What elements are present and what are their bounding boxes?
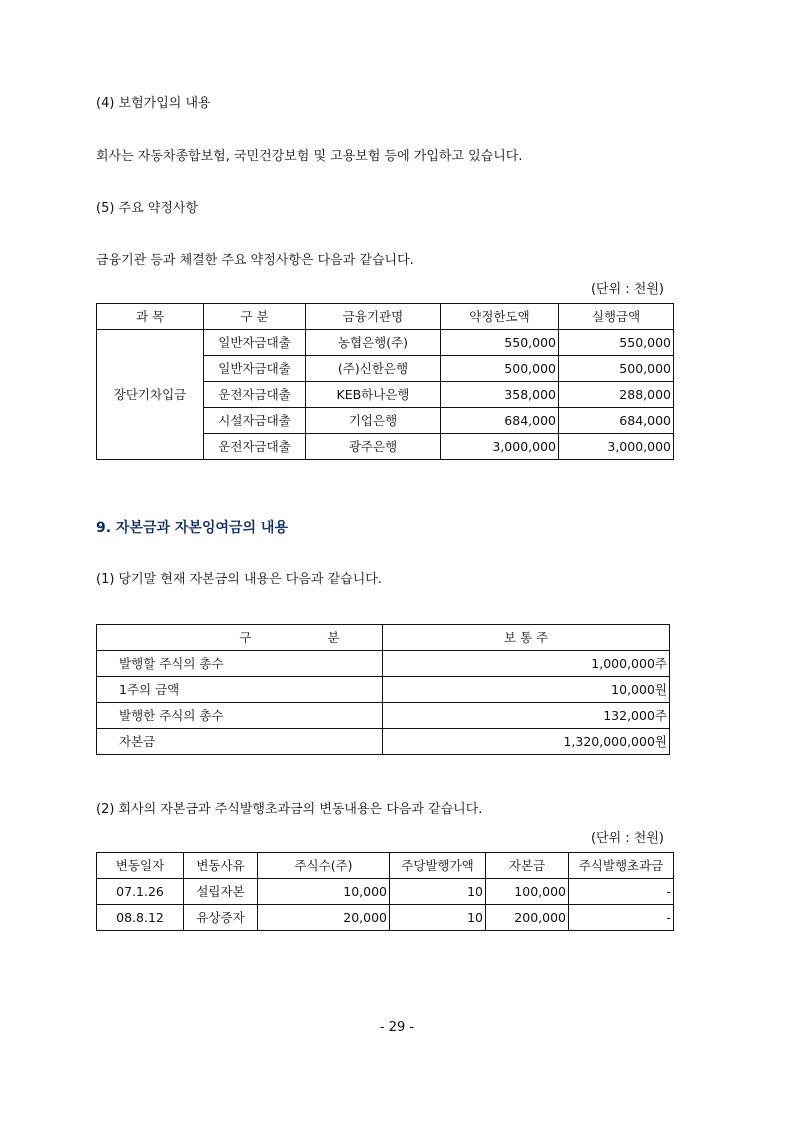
page-number: - 29 -	[379, 1020, 415, 1035]
premium-amount: -	[569, 879, 674, 905]
table-row	[97, 905, 674, 931]
loan-type: 일반자금대출	[204, 356, 306, 382]
issue-price: 10	[390, 905, 486, 931]
capital-table	[96, 624, 670, 755]
header-category: 구 분	[204, 304, 306, 330]
section-5-body: 금융기관 등과 체결한 주요 약정사항은 다음과 같습니다.	[96, 253, 414, 268]
section-5-title: (5) 주요 약정사항	[96, 201, 199, 216]
table-row	[97, 651, 670, 677]
limit-amount: 550,000	[441, 330, 559, 356]
loan-type: 운전자금대출	[204, 434, 306, 460]
covenant-table	[96, 303, 674, 460]
section-9-sub2-title: (2) 회사의 자본금과 주식발행초과금의 변동내용은 다음과 같습니다.	[96, 802, 483, 817]
table-header-row	[97, 853, 674, 879]
row-value: 10,000원	[383, 677, 670, 703]
header-premium: 주식발행초과금	[569, 853, 674, 879]
section-4-body: 회사는 자동차종합보험, 국민건강보험 및 고용보험 등에 가입하고 있습니다.	[96, 149, 523, 164]
limit-amount: 684,000	[441, 408, 559, 434]
share-count: 20,000	[258, 905, 390, 931]
change-reason: 유상증자	[184, 905, 258, 931]
header-category-part2: 분	[327, 630, 340, 645]
row-value: 132,000주	[383, 703, 670, 729]
table-row	[97, 703, 670, 729]
header-limit: 약정한도액	[441, 304, 559, 330]
limit-amount: 3,000,000	[441, 434, 559, 460]
header-reason: 변동사유	[184, 853, 258, 879]
header-subject: 과 목	[97, 304, 204, 330]
header-capital: 자본금	[486, 853, 569, 879]
table-row	[97, 330, 674, 356]
header-date: 변동일자	[97, 853, 184, 879]
table-header-row	[97, 304, 674, 330]
change-date: 07.1.26	[97, 879, 184, 905]
header-executed: 실행금액	[559, 304, 674, 330]
capital-amount: 100,000	[486, 879, 569, 905]
change-reason: 설립자본	[184, 879, 258, 905]
header-category	[97, 625, 383, 651]
share-count: 10,000	[258, 879, 390, 905]
row-label: 발행할 주식의 총수	[97, 651, 383, 677]
loan-type: 운전자금대출	[204, 382, 306, 408]
limit-amount: 358,000	[441, 382, 559, 408]
row-label: 발행한 주식의 총수	[97, 703, 383, 729]
table-row	[97, 879, 674, 905]
section-9-sub1-title: (1) 당기말 현재 자본금의 내용은 다음과 같습니다.	[96, 572, 382, 587]
premium-amount: -	[569, 905, 674, 931]
executed-amount: 684,000	[559, 408, 674, 434]
executed-amount: 3,000,000	[559, 434, 674, 460]
row-value: 1,000,000주	[383, 651, 670, 677]
limit-amount: 500,000	[441, 356, 559, 382]
unit-label-2: (단위 : 천원)	[590, 831, 664, 846]
header-bank: 금융기관명	[306, 304, 441, 330]
section-4-title: (4) 보험가입의 내용	[96, 96, 211, 111]
change-date: 08.8.12	[97, 905, 184, 931]
bank-name: 농협은행(주)	[306, 330, 441, 356]
unit-label-1: (단위 : 천원)	[590, 282, 664, 297]
loan-type: 일반자금대출	[204, 330, 306, 356]
bank-name: 기업은행	[306, 408, 441, 434]
issue-price: 10	[390, 879, 486, 905]
table-row	[97, 677, 670, 703]
table-header-row	[97, 625, 670, 651]
bank-name: 광주은행	[306, 434, 441, 460]
bank-name: KEB하나은행	[306, 382, 441, 408]
executed-amount: 288,000	[559, 382, 674, 408]
capital-change-table	[96, 852, 674, 931]
section-9-heading: 9. 자본금과 자본잉여금의 내용	[96, 520, 288, 536]
header-common-stock: 보 통 주	[383, 625, 670, 651]
executed-amount: 500,000	[559, 356, 674, 382]
row-label: 자본금	[97, 729, 383, 755]
header-price: 주당발행가액	[390, 853, 486, 879]
loan-type: 시설자금대출	[204, 408, 306, 434]
header-shares: 주식수(주)	[258, 853, 390, 879]
table-row	[97, 729, 670, 755]
subject-cell: 장단기차입금	[97, 330, 204, 460]
capital-amount: 200,000	[486, 905, 569, 931]
bank-name: (주)신한은행	[306, 356, 441, 382]
header-category-part1: 구	[239, 630, 252, 645]
row-label: 1주의 금액	[97, 677, 383, 703]
row-value: 1,320,000,000원	[383, 729, 670, 755]
executed-amount: 550,000	[559, 330, 674, 356]
